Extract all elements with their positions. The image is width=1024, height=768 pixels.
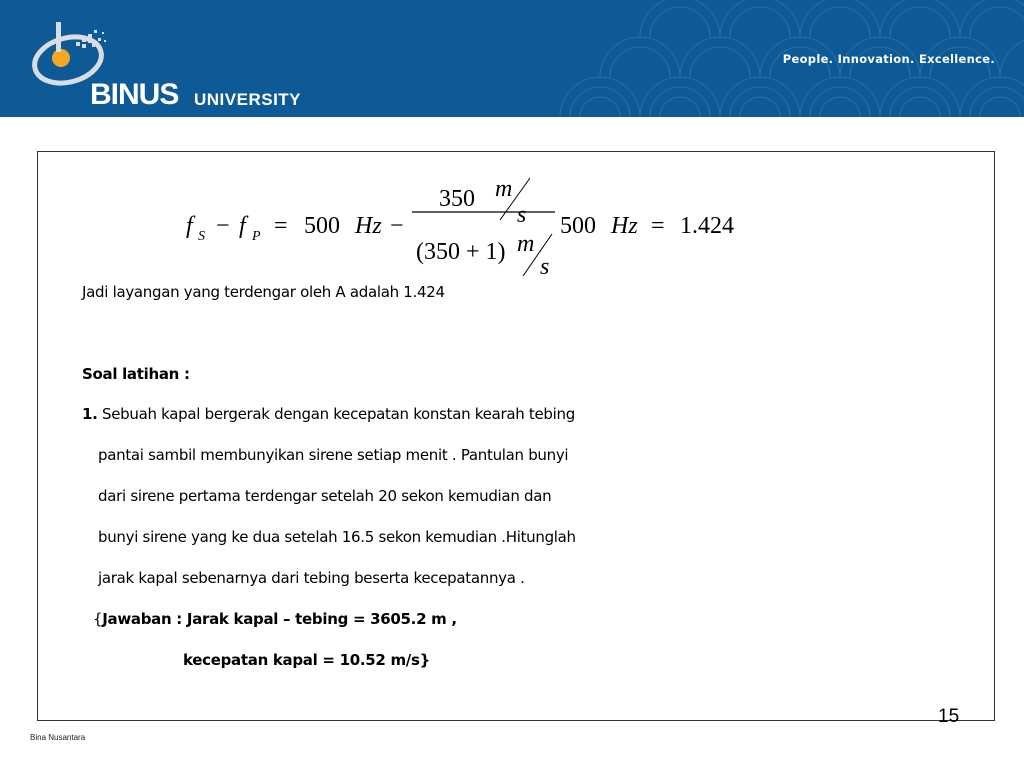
footer-text: Bina Nusantara <box>30 733 86 742</box>
problem-line-5: jarak kapal sebenarnya dari tebing beserta kecepatannya . <box>98 569 525 587</box>
logo-subtext: UNIVERSITY <box>194 90 302 109</box>
tagline: People. Innovation. Excellence. <box>782 52 995 66</box>
conclusion-text: Jadi layangan yang terdengar oleh A adalah 1.424 <box>82 283 445 301</box>
problem-number: 1. <box>82 405 98 423</box>
header-banner <box>0 0 1024 117</box>
formula-minus-1: − <box>216 213 230 239</box>
problem-line-1 <box>82 405 575 423</box>
section-title: Soal latihan : <box>82 365 190 383</box>
formula-num-unit-m: m <box>495 176 513 202</box>
formula-500-a: 500 <box>304 213 340 239</box>
logo-text: BINUS <box>90 78 179 111</box>
problem-line-3: dari sirene pertama terdengar setelah 20 sekon kemudian dan <box>98 487 552 505</box>
formula-denominator: (350 + 1) <box>416 239 506 265</box>
formula-num-unit-s: s <box>517 202 527 228</box>
formula-sub-p: P <box>252 229 261 244</box>
problem-line-4: bunyi sirene yang ke dua setelah 16.5 sekon kemudian .Hitunglah <box>98 528 576 546</box>
formula-equals-2: = <box>651 213 665 239</box>
problem-line-2: pantai sambil membunyikan sirene setiap menit . Pantulan bunyi <box>98 446 569 464</box>
formula-den-unit-m: m <box>517 231 535 257</box>
formula-sub-s: S <box>198 229 205 244</box>
formula-hz-a: Hz <box>355 213 382 239</box>
problem-line-1-text: Sebuah kapal bergerak dengan kecepatan konstan kearah tebing <box>97 405 575 423</box>
answer-line-1-text: Jawaban : Jarak kapal – tebing = 3605.2 m , <box>102 610 457 628</box>
answer-brace: { <box>93 610 103 628</box>
formula-numerator: 350 <box>439 186 475 212</box>
binus-logo <box>18 18 302 111</box>
formula-f-s: f <box>186 213 193 239</box>
beat-frequency-formula <box>150 170 770 280</box>
answer-line-1 <box>93 610 457 628</box>
formula-hz-b: Hz <box>611 213 638 239</box>
formula-minus-2: − <box>390 213 404 239</box>
formula-500-b: 500 <box>560 213 596 239</box>
page-number: 15 <box>938 706 960 727</box>
formula-equals-1: = <box>274 213 288 239</box>
formula-result: 1.424 <box>680 213 734 239</box>
answer-line-2: kecepatan kapal = 10.52 m/s} <box>183 651 430 669</box>
formula-den-unit-s: s <box>540 254 550 280</box>
formula-f-p: f <box>239 213 246 239</box>
